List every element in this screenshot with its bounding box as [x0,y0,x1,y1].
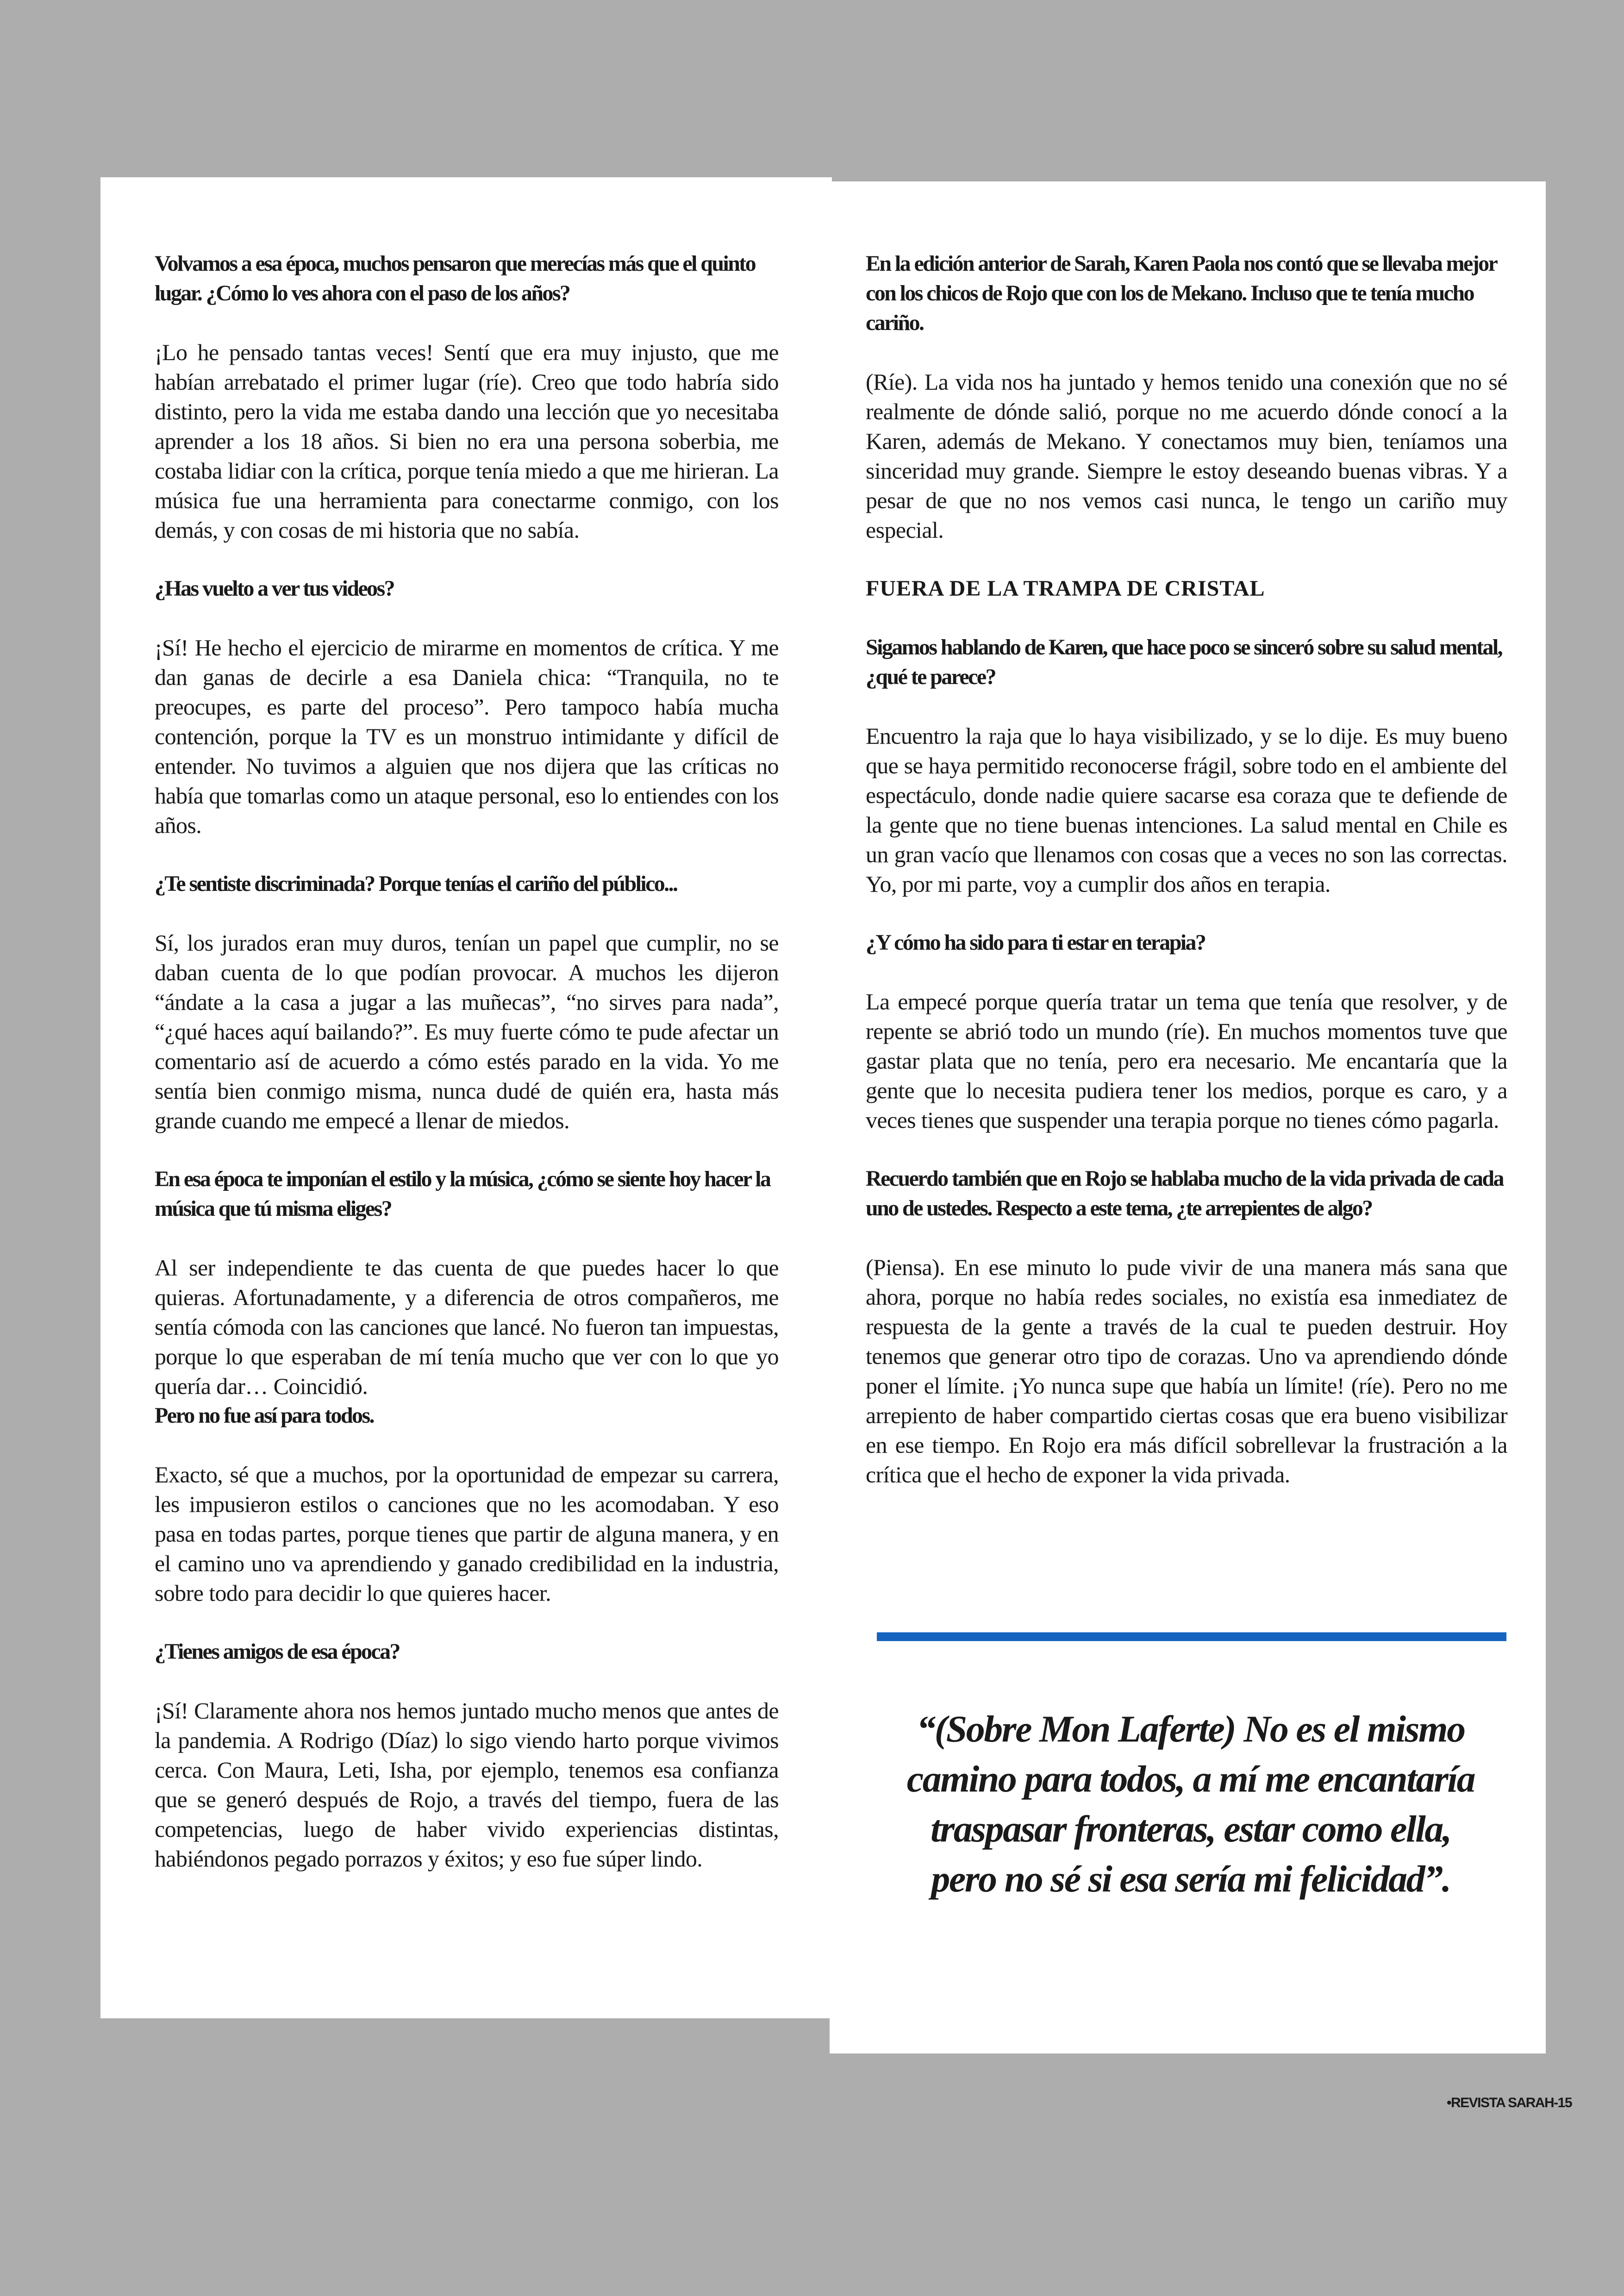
answer: ¡Sí! Claramente ahora nos hemos juntado mucho menos que antes de la pandemia. A Rodrigo (Díaz) lo sigo viendo harto porque vivimos cerca. Con Maura, Leti, Isha, por ejemplo, tenemos esa confianza que se generó después de Rojo, a través del tiempo, fuera de las competencias, luego de haber vivido experiencias distintas, habiéndonos pegado porrazos y éxitos; y eso fue súper lindo. [155,1698,779,1872]
question: Volvamos a esa época, muchos pensaron que merecías más que el quinto lugar. ¿Cómo lo ves ahora con el paso de los años? [155,251,756,305]
question: ¿Has vuelto a ver tus videos? [155,576,394,601]
answer: (Ríe). La vida nos ha juntado y hemos tenido una conexión que no sé realmente de dónde salió, porque no me acuerdo dónde conocí a la Karen, además de Mekano. Y conectamos muy bien, teníamos una sinceridad muy grande. Siempre le estoy deseando buenas vibras. Y a pesar de que no nos vemos casi nunca, le tengo un cariño muy especial. [866,369,1507,543]
answer: Sí, los jurados eran muy duros, tenían un papel que cumplir, no se daban cuenta de lo que podían provocar. A muchos les dijeron “ándate a la casa a jugar a las muñecas”, “no sirves para nada”, “¿qué haces aquí bailando?”. Es muy fuerte cómo te pude afectar un comentario así de acuerdo a cómo estés parado en la vida. Yo me sentía bien conmigo misma, nunca dudé de quién era, hasta más grande cuando me empecé a llenar de miedos. [155,930,779,1133]
left-page [100,177,832,2018]
answer: Encuentro la raja que lo haya visibilizado, y se lo dije. Es muy bueno que se haya permitido reconocerse frágil, sobre todo en el ambiente del espectáculo, donde nadie quiere sacarse esa coraza que te defiende de la gente que no tiene buenas intenciones. La salud mental en Chile es un gran vacío que llenamos con cosas que a veces no son las correctas. Yo, por mi parte, voy a cumplir dos años en terapia. [866,723,1507,897]
right-page [830,181,1546,2053]
answer: ¡Lo he pensado tantas veces! Sentí que era muy injusto, que me habían arrebatado el primer lugar (ríe). Creo que todo habría sido distinto, pero la vida me estaba dando una lección que yo necesitaba aprender a los 18 años. Si bien no era una persona soberbia, me costaba lidiar con la crítica, porque tenía miedo a que me hirieran. La música fue una herramienta para conectarme conmigo, con los demás, y con cosas de mi historia que no sabía. [155,339,779,543]
question: Sigamos hablando de Karen, que hace poco se sinceró sobre su salud mental, ¿qué te parece? [866,635,1502,689]
pull-quote: “(Sobre Mon Laferte) No es el mismo camino para todos, a mí me encantaría traspasar fronteras, estar como ella, pero no sé si esa sería mi felicidad”. [906,1708,1475,1900]
answer: (Piensa). En ese minuto lo pude vivir de una manera más sana que ahora, porque no había redes sociales, no existía esa inmediatez de respuesta de la gente a través de la cual te pueden destruir. Hoy tenemos que generar otro tipo de corazas. Uno va aprendiendo dónde poner el límite. ¡Yo nunca supe que había un límite! (ríe). Pero no me arrepiento de haber compartido ciertas cosas que era bueno visibilizar en ese tiempo. En Rojo era más difícil sobrellevar la frustración a la crítica que el hecho de exponer la vida privada. [866,1254,1507,1487]
answer-with-tail [155,1253,779,1431]
answer: Exacto, sé que a muchos, por la oportunidad de empezar su carrera, les impusieron estilos o canciones que no les acomodaban. Y eso pasa en todas partes, porque tienes que partir de alguna manera, y en el camino uno va aprendiendo y ganado credibilidad en la industria, sobre todo para decidir lo que quieres hacer. [155,1462,779,1606]
question: En esa época te imponían el estilo y la música, ¿cómo se siente hoy hacer la música que tú misma eliges? [155,1167,770,1221]
question-tail: Pero no fue así para todos. [155,1403,374,1428]
blue-divider [877,1632,1506,1641]
question: ¿Y cómo ha sido para ti estar en terapia? [866,930,1206,955]
answer: Al ser independiente te das cuenta de que puedes hacer lo que quieras. Afortunadamente, y a diferencia de otros compañeros, me sentía cómoda con las canciones que lancé. No fueron tan impuestas, porque lo que esperaban de mí tenía mucho que ver con lo que yo quería dar… Coincidió. [155,1255,779,1399]
section-heading: FUERA DE LA TRAMPA DE CRISTAL [866,576,1265,601]
question: ¿Tienes amigos de esa época? [155,1639,400,1664]
answer: La empecé porque quería tratar un tema que tenía que resolver, y de repente se abrió todo un mundo (ríe). En muchos momentos tuve que gastar plata que no tenía, pero era necesario. Me encantaría que la gente que lo necesita pudiera tener los medios, porque es caro, y a veces tienes que suspender una terapia porque no tienes cómo pagarla. [866,989,1507,1133]
answer: ¡Sí! He hecho el ejercicio de mirarme en momentos de crítica. Y me dan ganas de decirle a esa Daniela chica: “Tranquila, no te preocupes, es parte del proceso”. Pero tampoco había mucha contención, porque la TV es un monstruo intimidante y difícil de entender. No tuvimos a alguien que nos dijera que las críticas no había que tomarlas como un ataque personal, eso lo entiendes con los años. [155,635,779,838]
question: Recuerdo también que en Rojo se hablaba mucho de la vida privada de cada uno de ustedes. Respecto a este tema, ¿te arrepientes de algo? [866,1166,1503,1220]
page-folio: •REVISTA SARAH-15 [1446,2095,1572,2110]
question: ¿Te sentiste discriminada? Porque tenías el cariño del público... [155,871,677,896]
question: En la edición anterior de Sarah, Karen Paola nos contó que se llevaba mejor con los chicos de Rojo que con los de Mekano. Incluso que te tenía mucho cariño. [866,251,1497,335]
